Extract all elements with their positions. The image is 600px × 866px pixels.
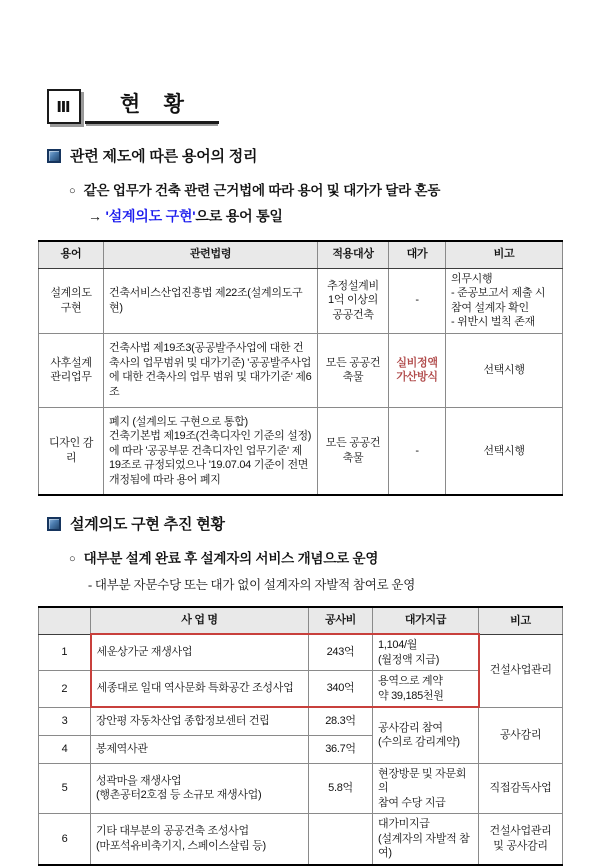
payment-line: 공사감리 참여 (378, 721, 443, 734)
target-cell: 모든 공공건축물 (318, 333, 389, 407)
title-underline (85, 94, 219, 124)
payment-line: (설계자의 자발적 참여) (378, 832, 470, 860)
note-cell: 공사감리 (479, 707, 563, 763)
circle-bullet-icon: ○ (69, 185, 76, 197)
cost-cell: 243억 (309, 634, 373, 671)
payment-line: (월정액 지급) (378, 653, 440, 666)
doc-header (47, 88, 562, 124)
cost-cell: 36.7억 (309, 735, 373, 763)
target-cell: 모든 공공건축물 (318, 407, 389, 495)
cost-cell (309, 814, 373, 865)
row-number: 1 (39, 634, 91, 671)
project-name-line: 기타 대부분의 공공건축 조성사업 (96, 825, 249, 838)
target-cell: 추정설계비 1억 이상의 공공건축 (318, 268, 389, 333)
project-name-cell (91, 763, 309, 814)
col-header-payment: 대가지급 (373, 607, 479, 634)
payment-cell (373, 634, 479, 671)
col-header-no (39, 607, 91, 634)
table-row (39, 634, 563, 671)
project-name-line: (마포석유비축기지, 스페이스살림 등) (96, 839, 266, 852)
projects-table-header-row (39, 607, 563, 634)
section2-bullet-text: 대부분 설계 완료 후 설계자의 서비스 개념으로 운영 (83, 551, 379, 567)
payment-cell (373, 763, 479, 814)
section1-heading-row (47, 145, 562, 166)
circle-bullet-icon: ○ (69, 553, 76, 566)
section1-heading: 관련 제도에 따른 용어의 정리 (70, 148, 258, 165)
payment-line: 대가미지급 (378, 818, 430, 831)
project-name-line: 성곽마을 재생사업 (96, 774, 182, 787)
section2-bullet-row (69, 547, 562, 567)
project-name-cell: 세운상가군 재생사업 (91, 634, 309, 671)
project-name-cell: 봉제역사관 (91, 735, 309, 763)
note-cell (479, 814, 563, 865)
col-header-term: 용어 (39, 241, 104, 268)
note-line: - 준공보고서 제출 시 참여 설계자 확인 (451, 287, 546, 314)
table-row (39, 407, 563, 495)
table-row (39, 268, 563, 333)
payment-line: 용역으로 계약 (378, 675, 443, 688)
projects-table (38, 606, 563, 866)
note-line: - 위반시 벌칙 존재 (451, 316, 535, 329)
col-header-note: 비고 (446, 241, 563, 268)
law-cell: 건축서비스산업진흥법 제22조(설계의도구현) (104, 268, 318, 333)
table-row (39, 707, 563, 735)
arrow-line-suffix: 으로 용어 통일 (195, 208, 283, 224)
project-name-cell (91, 814, 309, 865)
term-cell: 디자인 감리 (39, 407, 104, 495)
arrow-icon: → (88, 208, 106, 224)
note-line: 및 공사감리 (493, 839, 548, 852)
col-header-cost: 공사비 (309, 607, 373, 634)
price-cell: 실비정액 가산방식 (389, 333, 446, 407)
payment-line: 현장방문 및 자문회의 (378, 767, 467, 795)
note-line: 의무시행 (451, 272, 493, 285)
law-cell: 건축사법 제19조3(공공발주사업에 대한 건축사의 업무범위 및 대가기준) '공공발주사업에 대한 건축사의 업무 범위 및 대가기준' 제6조 (104, 333, 318, 407)
law-line: 건축기본법 제19조(건축디자인 기준의 설정)에 따라 '공공부문 건축디자인 업무기준' 제19조로 규정되었으나 '19.07.04 기준이 전면 개정됨에 따라 용어 폐지 (109, 430, 312, 486)
page-title: 현 황 (120, 93, 184, 116)
note-cell: 건설사업관리 (479, 634, 563, 707)
project-name-cell: 장안평 자동차산업 종합정보센터 건립 (91, 707, 309, 735)
section2-heading-row (47, 513, 562, 534)
note-line: 건설사업관리 (489, 825, 552, 838)
col-header-price: 대가 (389, 241, 446, 268)
row-number: 4 (39, 735, 91, 763)
col-header-project: 사 업 명 (91, 607, 309, 634)
terms-table-header-row (39, 241, 563, 268)
note-cell: 직접감독사업 (479, 763, 563, 814)
cost-cell: 340억 (309, 671, 373, 708)
section2-heading: 설계의도 구현 추진 현황 (70, 516, 225, 534)
payment-cell (373, 707, 479, 763)
section2-sub-bullet: - 대부분 자문수당 또는 대가 없이 설계자의 자발적 참여로 운영 (88, 578, 416, 593)
term-cell: 사후설계 관리업무 (39, 333, 104, 407)
price-cell: - (389, 268, 446, 333)
table-row (39, 763, 563, 814)
term-cell: 설계의도 구현 (39, 268, 104, 333)
section-number-box (47, 89, 81, 124)
col-header-law: 관련법령 (104, 241, 318, 268)
law-cell (104, 407, 318, 495)
highlighted-term: '설계의도 구현' (105, 208, 196, 224)
table-row (39, 814, 563, 865)
blue-square-bullet-icon (47, 517, 61, 531)
section1-bullet-row (69, 179, 562, 199)
terms-table (38, 240, 563, 496)
project-name-line: (행촌공터2호점 등 소규모 재생사업) (96, 789, 262, 802)
section1-arrow-line (88, 206, 562, 226)
payment-line: 약 39,185천원 (378, 689, 444, 702)
cost-cell: 5.8억 (309, 763, 373, 814)
col-header-note: 비고 (479, 607, 563, 634)
cost-cell: 28.3억 (309, 707, 373, 735)
section-number: Ⅲ (56, 98, 72, 116)
note-cell (446, 268, 563, 333)
row-number: 2 (39, 671, 91, 708)
payment-line: 1,104/월 (378, 639, 418, 652)
project-name-cell: 세종대로 일대 역사문화 특화공간 조성사업 (91, 671, 309, 708)
col-header-target: 적용대상 (318, 241, 389, 268)
payment-line: (수의로 감리계약) (378, 736, 460, 749)
row-number: 5 (39, 763, 91, 814)
price-cell: - (389, 407, 446, 495)
payment-line: 참여 수당 지급 (378, 796, 446, 809)
note-cell: 선택시행 (446, 407, 563, 495)
law-line: 폐지 (설계의도 구현으로 통합) (109, 415, 248, 428)
section1-bullet-text: 같은 업무가 건축 관련 근거법에 따라 용어 및 대가가 달라 혼동 (83, 183, 441, 198)
row-number: 3 (39, 707, 91, 735)
row-number: 6 (39, 814, 91, 865)
payment-cell (373, 671, 479, 708)
blue-square-bullet-icon (47, 149, 61, 163)
table-row (39, 333, 563, 407)
note-cell: 선택시행 (446, 333, 563, 407)
payment-cell (373, 814, 479, 865)
